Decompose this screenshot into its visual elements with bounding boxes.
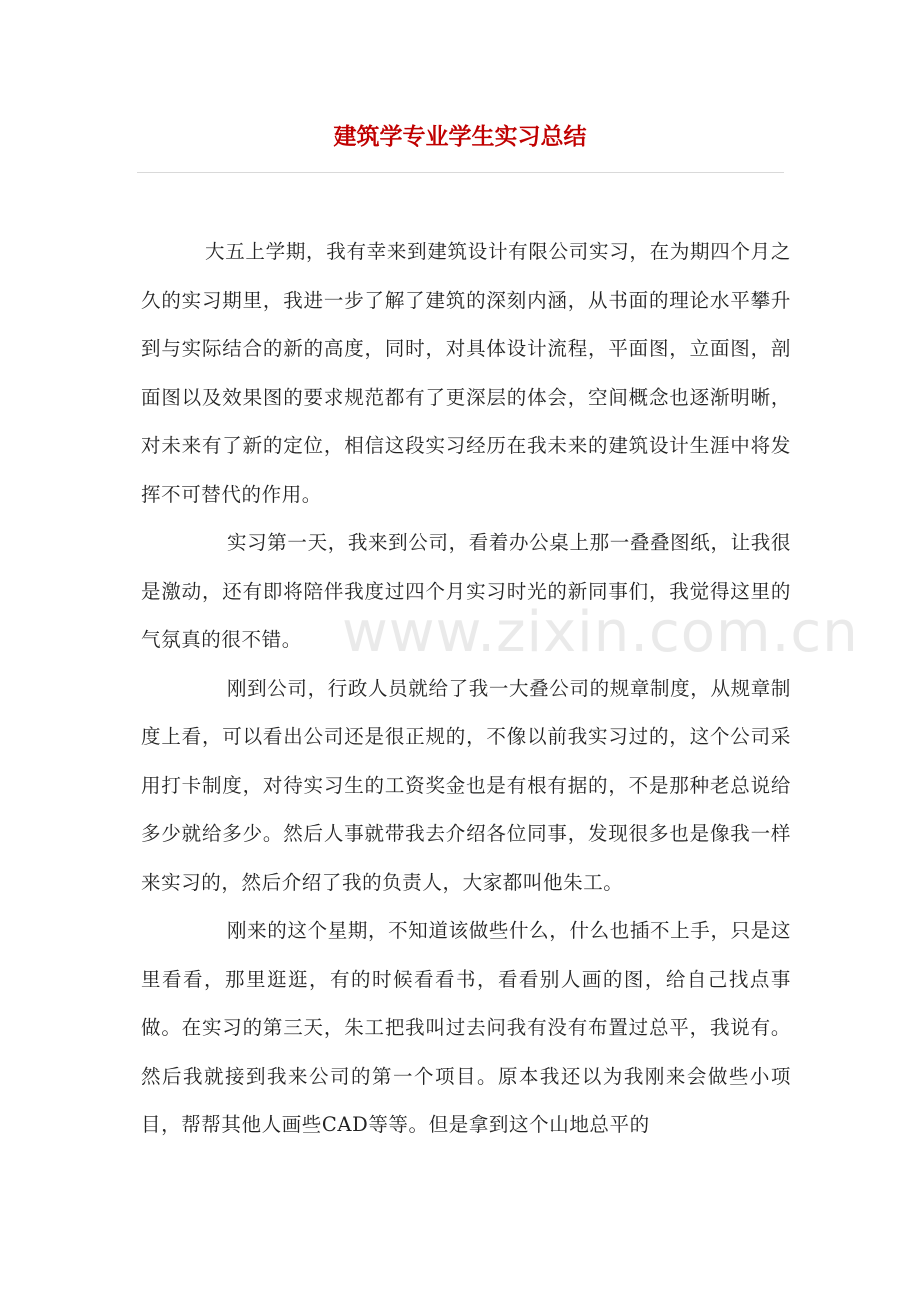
paragraph-1: 大五上学期，我有幸来到建筑设计有限公司实习，在为期四个月之久的实习期里，我进一步了解了建筑的深刻内涵，从书面的理论水平攀升到与实际结合的新的高度，同时，对具体设计流程，平面图，立面图，剖面图以及效果图的要求规范都有了更深层的体会，空间概念也逐渐明晰，对未来有了新的定位，相信这段实习经历在我未来的建筑设计生涯中将发挥不可替代的作用。 (141, 240, 791, 506)
document-title: 建筑学专业学生实习总结 (333, 124, 587, 150)
document-body (141, 228, 791, 1150)
paragraph-3: 刚到公司，行政人员就给了我一大叠公司的规章制度，从规章制度上看，可以看出公司还是很正规的，不像以前我实习过的，这个公司采用打卡制度，对待实习生的工资奖金也是有根有据的，不是那种老总说给多少就给多少。然后人事就带我去介绍各位同事，发现很多也是像我一样来实习的，然后介绍了我的负责人，大家都叫他朱工。 (141, 676, 791, 894)
watermark-text: www.zixin.com.cn (342, 600, 859, 665)
paragraph-2: 实习第一天，我来到公司，看着办公桌上那一叠叠图纸，让我很是激动，还有即将陪伴我度过四个月实习时光的新同事们，我觉得这里的气氛真的很不错。 (141, 531, 791, 651)
title-divider (137, 172, 784, 173)
paragraph-4: 刚来的这个星期，不知道该做些什么，什么也插不上手，只是这里看看，那里逛逛，有的时候看看书，看看别人画的图，给自己找点事做。在实习的第三天，朱工把我叫过去问我有没有布置过总平，我说有。然后我就接到我来公司的第一个项目。原本我还以为我刚来会做些小项目，帮帮其他人画些CAD等等。但是拿到这个山地总平的 (141, 919, 791, 1136)
